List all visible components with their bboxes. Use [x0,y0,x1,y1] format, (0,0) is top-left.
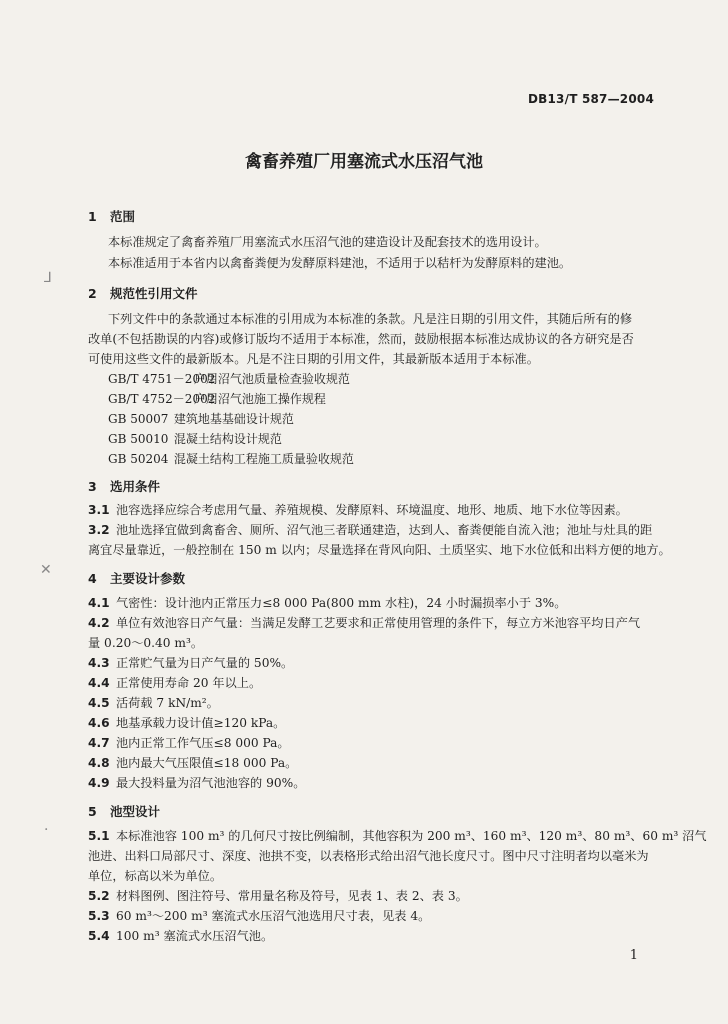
scan-mark: ✕ [40,562,52,578]
standard-code: DB13/T 587—2004 [528,92,654,106]
clause-4-6: 4.6 地基承载力设计值≥120 kPa。 [88,716,286,730]
section-2-line-1: 下列文件中的条款通过本标准的引用成为本标准的条款。凡是注日期的引用文件，其随后所有的修 [108,312,633,326]
clause-4-1: 4.1 气密性：设计池内正常压力≤8 000 Pa(800 mm 水柱)，24 小时漏损率小于 3%。 [88,596,567,610]
section-5-heading: 5 池型设计 [88,804,161,819]
section-2-heading: 2 规范性引用文件 [88,286,198,301]
clause-5-2: 5.2 材料图例、图注符号、常用量名称及符号，见表 1、表 2、表 3。 [88,889,468,903]
reference-item: GB 50204 混凝土结构工程施工质量验收规范 [108,452,354,466]
scan-mark: ⅃ [44,270,52,286]
section-2-line-2: 改单(不包括勘误的内容)或修订版均不适用于本标准，然而，鼓励根据本标准达成协议的各方研究是否 [88,332,634,346]
clause-4-3: 4.3 正常贮气量为日产气量的 50%。 [88,656,294,670]
clause-5-1-cont: 单位，标高以米为单位。 [88,869,223,883]
section-4-heading: 4 主要设计参数 [88,571,186,586]
clause-4-2: 4.2 单位有效池容日产气量：当满足发酵工艺要求和正常使用管理的条件下，每立方米池容平均日产气 [88,616,641,630]
reference-item: GB/T 4752－2002 户用沼气池施工操作规程 [108,392,326,406]
clause-5-4: 5.4 100 m³ 塞流式水压沼气池。 [88,929,274,943]
clause-3-1: 3.1 池容选择应综合考虑用气量、养殖规模、发酵原料、环境温度、地形、地质、地下水位等因素。 [88,503,628,517]
reference-item: GB 50007 建筑地基基础设计规范 [108,412,294,426]
section-1-para-2: 本标准适用于本省内以禽畜粪便为发酵原料建池，不适用于以秸杆为发酵原料的建池。 [108,256,572,270]
page-number: 1 [629,948,638,963]
section-1-heading: 1 范围 [88,209,136,224]
clause-4-9: 4.9 最大投料量为沼气池池容的 90%。 [88,776,306,790]
clause-4-4: 4.4 正常使用寿命 20 年以上。 [88,676,262,690]
section-2-line-3: 可使用这些文件的最新版本。凡是不注日期的引用文件，其最新版本适用于本标准。 [88,352,539,366]
reference-item: GB/T 4751－2002 户用沼气池质量检查验收规范 [108,372,350,386]
clause-3-2-cont: 离宜尽量靠近，一般控制在 150 m 以内；尽量选择在背风向阳、土质坚实、地下水位低和出料方便的地方。 [88,543,671,557]
clause-4-7: 4.7 池内正常工作气压≤8 000 Pa。 [88,736,290,750]
clause-5-1: 5.1 本标准池容 100 m³ 的几何尺寸按比例编制，其他容积为 200 m³、160 m³、120 m³、80 m³、60 m³ 沼气 [88,829,707,843]
scan-mark: · [44,822,49,838]
clause-4-8: 4.8 池内最大气压限值≤18 000 Pa。 [88,756,298,770]
section-3-heading: 3 选用条件 [88,479,161,494]
clause-4-5: 4.5 活荷载 7 kN/m²。 [88,696,219,710]
clause-5-1-cont: 池进、出料口局部尺寸、深度、池拱不变，以表格形式给出沼气池长度尺寸。图中尺寸注明者均以毫米为 [88,849,649,863]
clause-5-3: 5.3 60 m³～200 m³ 塞流式水压沼气池选用尺寸表，见表 4。 [88,909,431,923]
section-1-para-1: 本标准规定了禽畜养殖厂用塞流式水压沼气池的建造设计及配套技术的选用设计。 [108,235,547,249]
reference-item: GB 50010 混凝土结构设计规范 [108,432,282,446]
clause-3-2: 3.2 池址选择宜做到禽畜舍、厕所、沼气池三者联通建造，达到人、畜粪便能自流入池；池址与灶具的距 [88,523,653,537]
clause-4-2-cont: 量 0.20～0.40 m³。 [88,636,204,650]
document-title: 禽畜养殖厂用塞流式水压沼气池 [245,152,483,172]
